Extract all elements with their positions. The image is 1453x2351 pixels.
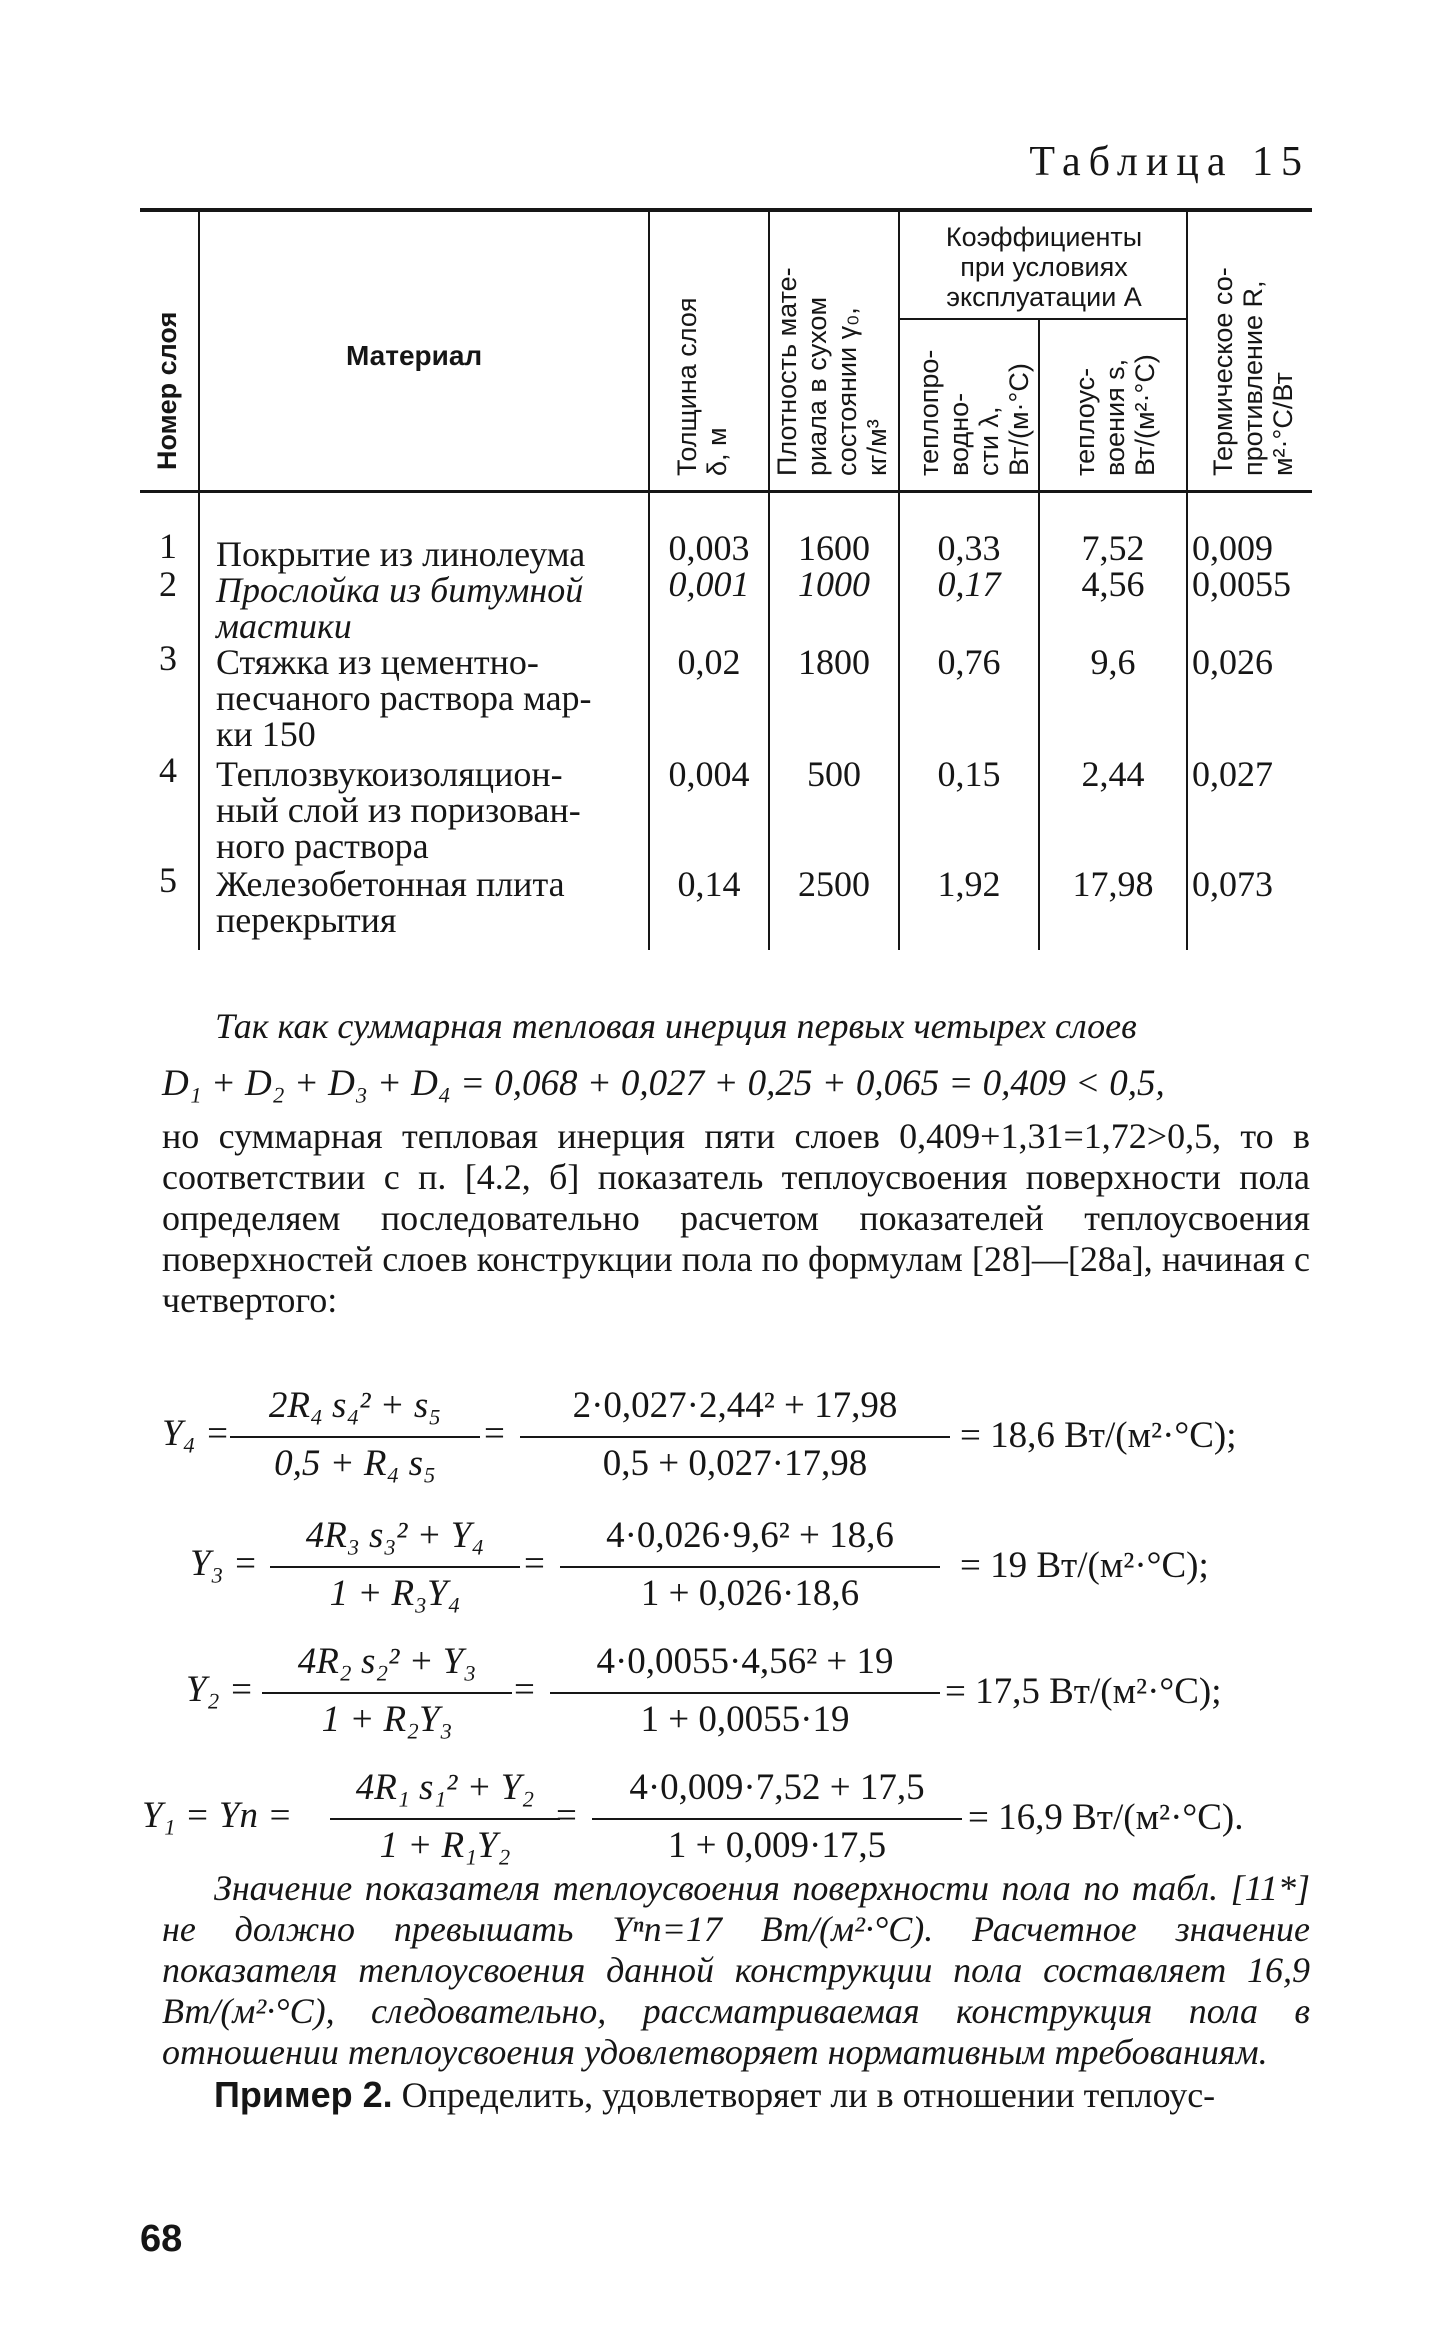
example-paragraph [162, 2074, 1310, 2116]
row-5-s: 17,98 [1072, 864, 1154, 904]
row-2-material: Прослойка из битумной мастики [216, 570, 584, 646]
formula-equals: = [556, 1795, 577, 1836]
formula-equals: = [484, 1413, 505, 1454]
paragraph-3: Значение показателя теплоусвоения поверхности пола по табл. [11*] не должно превышать Yⁿп=17 Вт/(м²·°С). Расчетное значение показателя теплоусвоения данной конструкции пола составляет 16,9 Вт/(м²·°С), следовательно, рассматриваемая конструкция пола в отношении теплоусвоения удовлетворяет нормативным требованиям. [162, 1868, 1310, 2072]
row-3-no: 3 [159, 638, 177, 678]
table-header-rule [140, 490, 1312, 493]
formula-numerator: 4·0,0055·4,56² + 19 [596, 1641, 894, 1682]
group-header-rule [900, 318, 1186, 320]
formula-denominator: 0,5 + R₄ s₅ [274, 1443, 436, 1484]
header-resistance: Термическое со- противление R, м²·°С/Вт [1208, 267, 1298, 476]
row-1-density: 1600 [798, 528, 870, 568]
formula-numerator: 4·0,009·7,52 + 17,5 [629, 1767, 925, 1808]
row-2-r: 0,0055 [1192, 564, 1291, 604]
column-divider [648, 212, 650, 950]
fraction-bar [270, 1566, 520, 1568]
row-1-s: 7,52 [1081, 528, 1145, 568]
row-5-lambda: 1,92 [937, 864, 1001, 904]
formula-numerator: 2·0,027·2,44² + 17,98 [572, 1385, 898, 1426]
row-2-no: 2 [159, 564, 177, 604]
row-4-s: 2,44 [1081, 754, 1145, 794]
row-1-lambda: 0,33 [937, 528, 1001, 568]
row-3-s: 9,6 [1090, 642, 1136, 682]
header-layer-no: Номер слоя [152, 311, 182, 470]
fraction-bar [592, 1818, 962, 1820]
row-1-thickness: 0,003 [668, 528, 750, 568]
formula-numerator: 4R₁ s₁² + Y₂ [355, 1767, 535, 1808]
formula-lhs: Y₃ = [190, 1543, 258, 1584]
row-3-lambda: 0,76 [937, 642, 1001, 682]
row-2-lambda: 0,17 [937, 564, 1001, 604]
formula-numerator: 4R₂ s₂² + Y₃ [297, 1641, 477, 1682]
row-4-thickness: 0,004 [668, 754, 750, 794]
table-top-rule [140, 208, 1312, 212]
row-3-density: 1800 [798, 642, 870, 682]
formula-denominator: 1 + R₂Y₃ [321, 1699, 453, 1740]
column-divider [1186, 212, 1188, 950]
row-2-thickness: 0,001 [668, 564, 750, 604]
formula-numerator: 4·0,026·9,6² + 18,6 [606, 1515, 894, 1556]
row-4-material: Теплозвукоизоляцион- ный слой из поризован- ного раствора [216, 754, 581, 866]
page-number: 68 [140, 2218, 183, 2260]
column-divider [898, 212, 900, 950]
row-2-density: 1000 [798, 564, 870, 604]
formula-result: = 17,5 Вт/(м²·°С); [945, 1671, 1222, 1712]
row-3-material: Стяжка из цементно- песчаного раствора мар- ки 150 [216, 642, 592, 754]
fraction-bar [520, 1436, 950, 1438]
row-4-no: 4 [159, 750, 177, 790]
equation-sum: D₁ + D₂ + D₃ + D₄ = 0,068 + 0,027 + 0,25 + 0,065 = 0,409 < 0,5, [162, 1063, 1165, 1104]
header-conductivity: теплопро- водно- сти λ, Вт/(м·°С) [914, 349, 1034, 476]
row-3-thickness: 0,02 [677, 642, 741, 682]
row-5-thickness: 0,14 [677, 864, 741, 904]
row-1-r: 0,009 [1192, 528, 1273, 568]
row-1-no: 1 [159, 526, 177, 566]
row-1-material: Покрытие из линолеума [216, 534, 586, 574]
row-4-density: 500 [807, 754, 861, 794]
formula-result: = 16,9 Вт/(м²·°С). [968, 1797, 1244, 1838]
header-density: Плотность мате- риала в сухом состоянии γ₀, кг/м³ [772, 267, 892, 476]
formula-denominator: 0,5 + 0,027·17,98 [602, 1443, 868, 1484]
row-5-no: 5 [159, 860, 177, 900]
formula-equals: = [524, 1543, 545, 1584]
row-4-r: 0,027 [1192, 754, 1273, 794]
formula-numerator: 2R₄ s₄² + s₅ [268, 1385, 442, 1426]
paragraph-2: но суммарная тепловая инерция пяти слоев 0,409+1,31=1,72>0,5, то в соответствии с п. [4.2, б] показатель теплоусвоения поверхности пола определяем последовательно расчетом показателей теплоусвоения поверхностей слоев конструкции пола по формулам [28]—[28а], начиная с четвертого: [162, 1116, 1310, 1320]
formula-denominator: 1 + 0,0055·19 [640, 1699, 850, 1740]
formula-equals: = [514, 1669, 535, 1710]
paragraph-1: Так как суммарная тепловая инерция первых четырех слоев [215, 1006, 1137, 1046]
row-2-s: 4,56 [1081, 564, 1145, 604]
example-label: Пример 2. [214, 2074, 393, 2115]
column-divider [198, 212, 200, 950]
row-4-lambda: 0,15 [937, 754, 1001, 794]
column-divider [768, 212, 770, 950]
row-3-r: 0,026 [1192, 642, 1273, 682]
formula-lhs: Y₄ = [162, 1413, 230, 1454]
fraction-bar [330, 1818, 560, 1820]
formula-denominator: 1 + R₃Y₄ [329, 1573, 461, 1614]
row-5-density: 2500 [798, 864, 870, 904]
header-thickness: Толщина слоя δ, м [672, 297, 732, 476]
formula-denominator: 1 + 0,026·18,6 [640, 1573, 860, 1614]
fraction-bar [560, 1566, 940, 1568]
header-material: Материал [346, 340, 483, 371]
table-caption: Таблица 15 [1029, 139, 1310, 185]
formula-lhs: Y₁ = Yп = [142, 1795, 293, 1836]
column-divider [1038, 318, 1040, 950]
formula-result: = 19 Вт/(м²·°С); [960, 1545, 1209, 1586]
example-text: Определить, удовлетворяет ли в отношении теплоус- [401, 2075, 1216, 2115]
row-5-r: 0,073 [1192, 864, 1273, 904]
formula-lhs: Y₂ = [186, 1669, 254, 1710]
header-coef-group: Коэффициенты при условиях эксплуатации А [945, 222, 1143, 312]
formula-numerator: 4R₃ s₃² + Y₄ [305, 1515, 485, 1556]
formula-result: = 18,6 Вт/(м²·°С); [960, 1415, 1237, 1456]
fraction-bar [230, 1436, 480, 1438]
header-absorption: теплоус- воения s, Вт/(м²·°С) [1070, 354, 1160, 476]
formula-denominator: 1 + 0,009·17,5 [667, 1825, 887, 1866]
formula-denominator: 1 + R₁Y₂ [379, 1825, 511, 1866]
row-5-material: Железобетонная плита перекрытия [216, 864, 565, 940]
fraction-bar [550, 1692, 940, 1694]
fraction-bar [262, 1692, 512, 1694]
